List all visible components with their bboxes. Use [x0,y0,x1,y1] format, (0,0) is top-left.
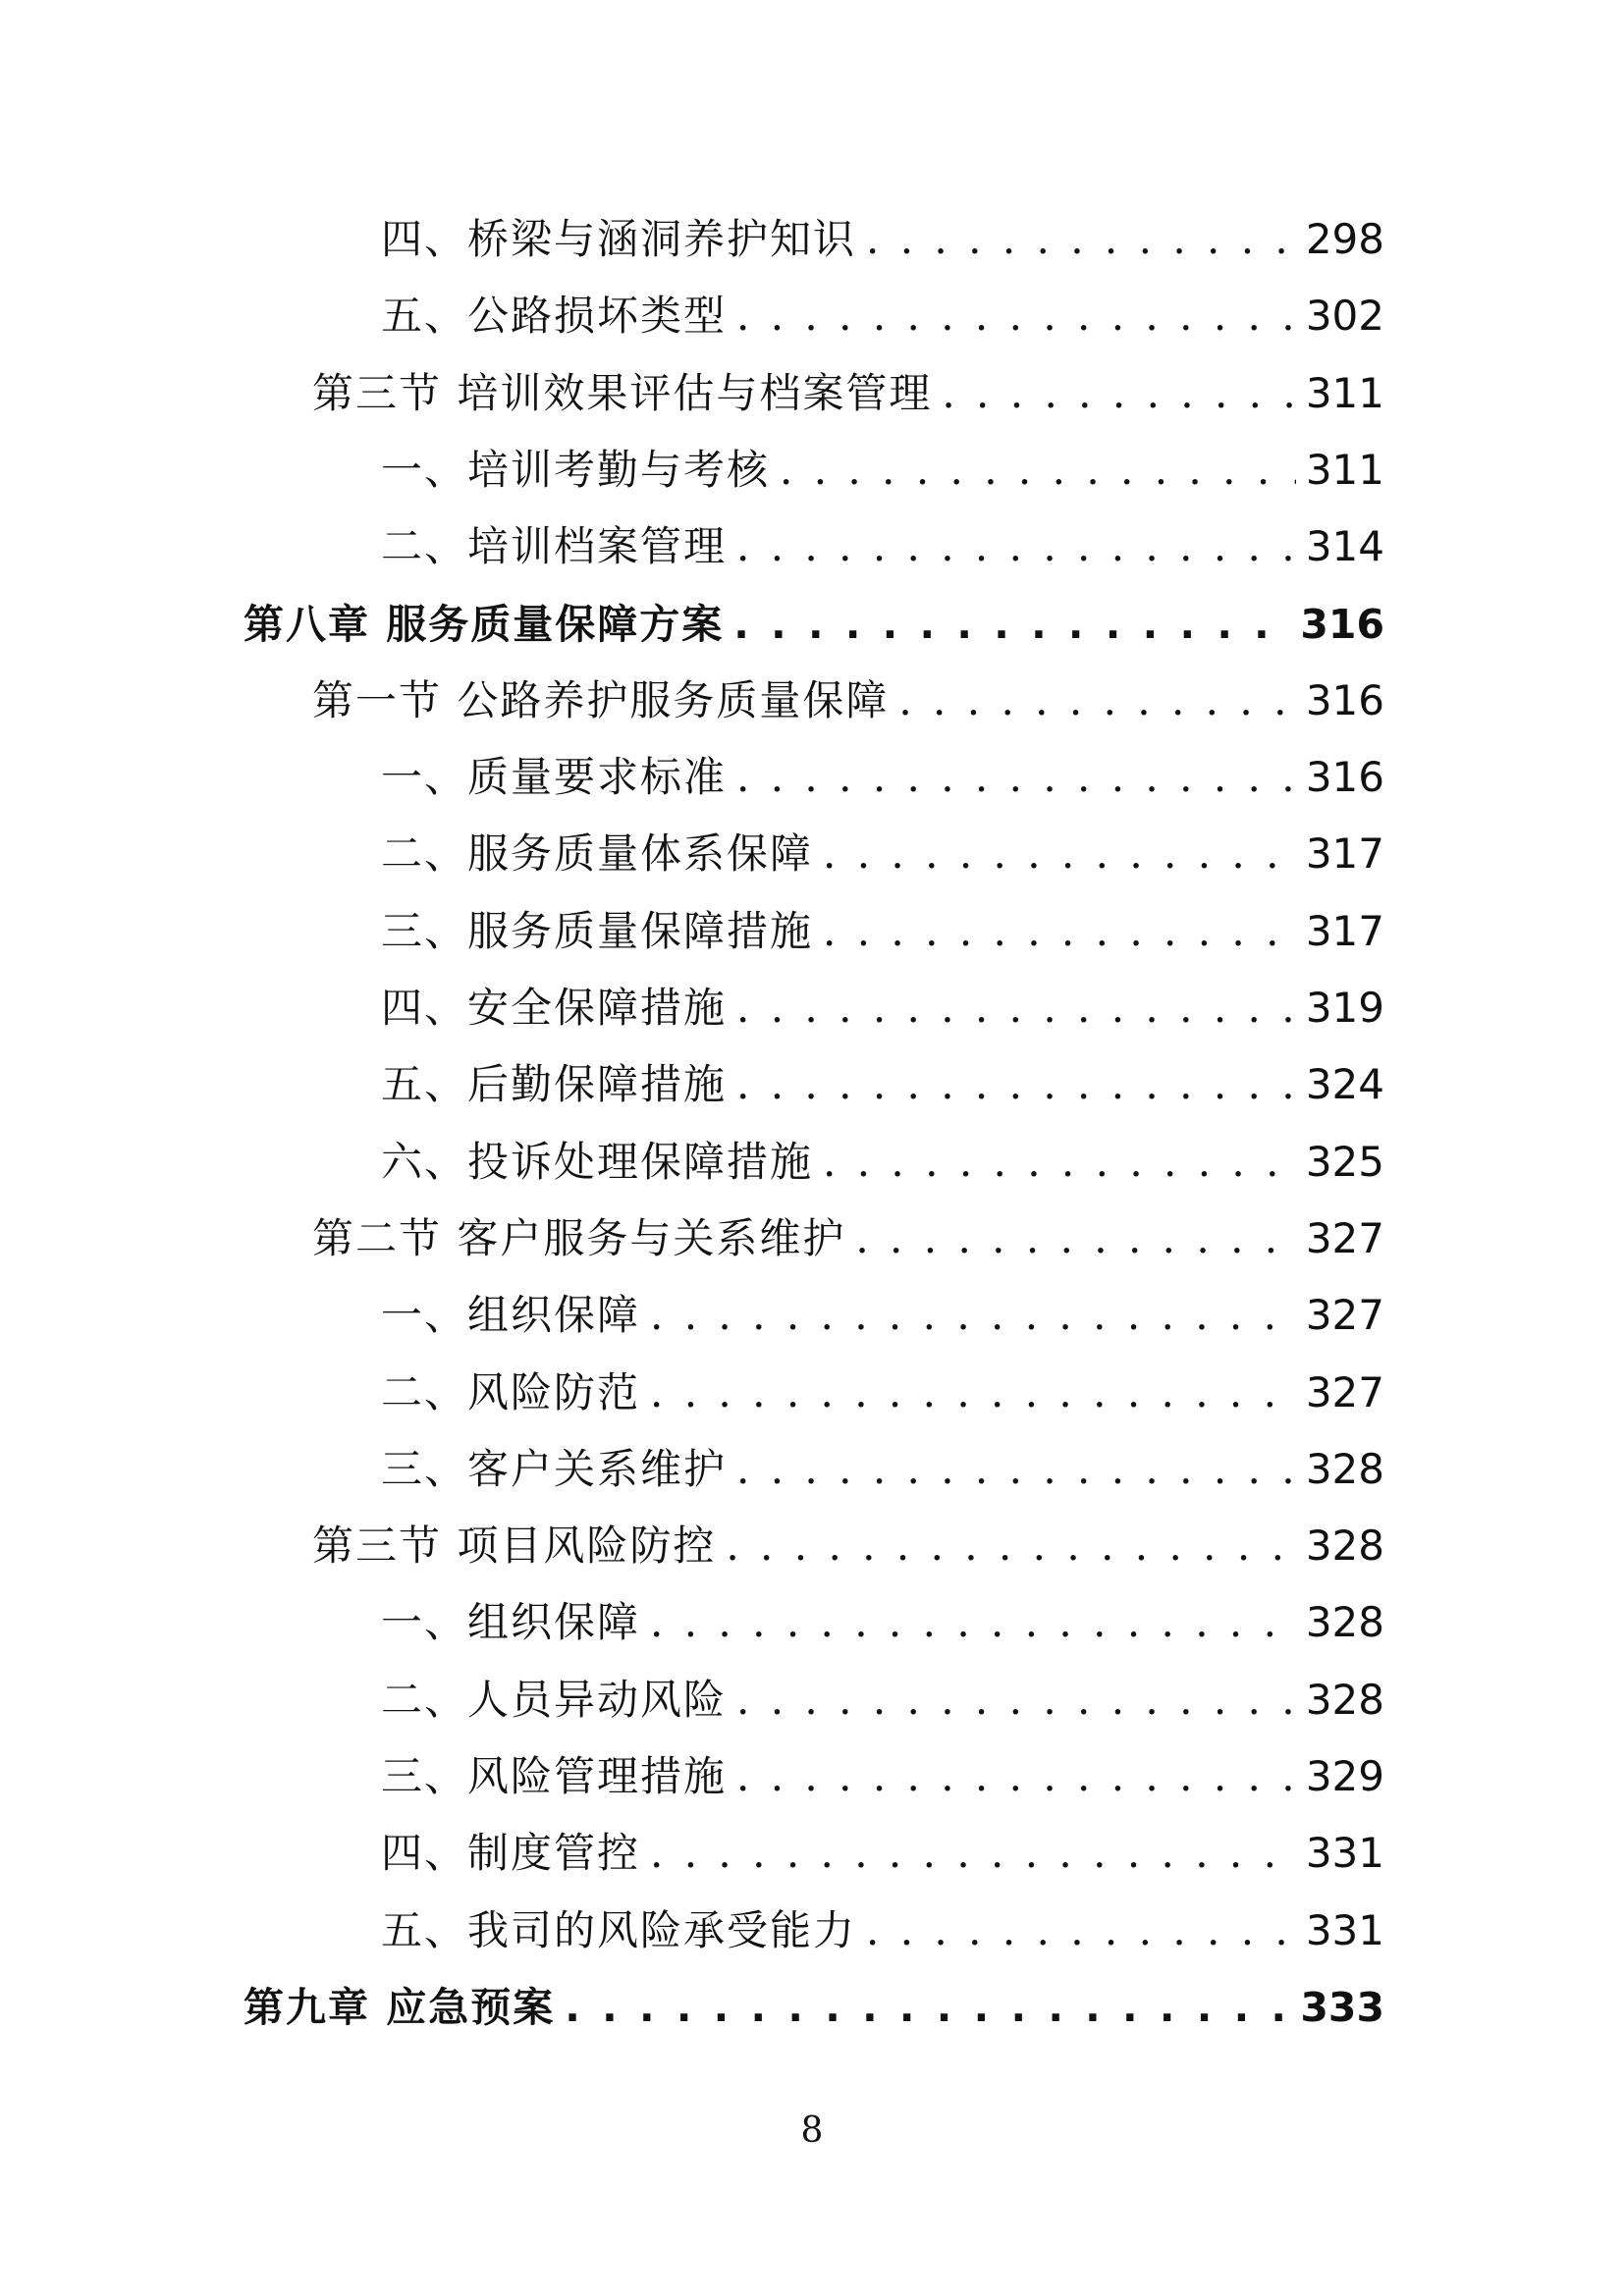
toc-entry-page: 314 [1305,522,1384,570]
toc-entry-title: 三、风险管理措施 [381,1752,728,1800]
toc-dot-leader [736,977,1296,1040]
toc-entry-item[interactable] [381,1362,1384,1424]
toc-entry-title: 四、安全保障措施 [381,984,728,1032]
toc-entry-page: 311 [1305,446,1384,494]
toc-entry-page: 327 [1305,1214,1384,1262]
toc-entry-page: 329 [1305,1752,1384,1800]
toc-dot-leader [650,1591,1296,1654]
toc-entry-title: 四、制度管控 [381,1829,641,1877]
toc-entry-title: 六、投诉处理保障措施 [381,1138,814,1186]
toc-dot-leader [855,1207,1295,1270]
toc-dot-leader [866,1899,1296,1962]
toc-entry-section[interactable] [312,1515,1384,1577]
toc-entry-page: 316 [1300,601,1384,648]
toc-entry-section[interactable] [312,362,1384,425]
toc-entry-item[interactable] [381,1284,1384,1347]
toc-entry-page: 317 [1305,907,1384,955]
toc-entry-title: 第九章 应急预案 [244,1984,556,2031]
toc-entry-page: 333 [1300,1984,1384,2031]
toc-entry-title: 三、客户关系维护 [381,1445,728,1493]
toc-entry-page: 331 [1305,1906,1384,1954]
toc-entry-page: 302 [1305,292,1384,340]
toc-entry-title: 一、组织保障 [381,1291,641,1339]
toc-entry-page: 327 [1305,1368,1384,1416]
toc-dot-leader [866,208,1296,271]
toc-entry-title: 一、质量要求标准 [381,753,728,801]
toc-entry-chapter[interactable] [244,593,1384,656]
toc-entry-title: 五、我司的风险承受能力 [381,1906,857,1954]
toc-entry-title: 第二节 客户服务与关系维护 [312,1214,846,1262]
toc-entry-page: 325 [1305,1138,1384,1186]
toc-entry-item[interactable] [381,746,1384,809]
toc-entry-section[interactable] [312,669,1384,732]
toc-entry-page: 316 [1305,753,1384,801]
toc-entry-item[interactable] [381,1131,1384,1194]
toc-dot-leader [736,1053,1296,1116]
toc-dot-leader [736,1438,1296,1501]
toc-entry-page: 324 [1305,1060,1384,1108]
toc-entry-chapter[interactable] [244,1976,1384,2039]
toc-dot-leader [780,439,1296,502]
toc-entry-page: 311 [1305,369,1384,417]
toc-dot-leader [736,746,1296,809]
toc-entry-item[interactable] [381,823,1384,885]
toc-entry-title: 三、服务质量保障措施 [381,907,814,955]
toc-dot-leader [650,1362,1296,1424]
toc-entry-title: 一、组织保障 [381,1598,641,1646]
toc-entry-item[interactable] [381,977,1384,1040]
toc-entry-page: 327 [1305,1291,1384,1339]
toc-entry-page: 328 [1305,1522,1384,1570]
toc-entry-title: 二、培训档案管理 [381,522,728,570]
toc-entry-item[interactable] [381,1899,1384,1962]
toc-dot-leader [736,515,1296,578]
toc-dot-leader [650,1822,1296,1885]
toc-entry-item[interactable] [381,1591,1384,1654]
toc-entry-item[interactable] [381,900,1384,963]
toc-dot-leader [823,823,1296,885]
toc-entry-title: 二、风险防范 [381,1368,641,1416]
toc-entry-item[interactable] [381,1438,1384,1501]
toc-entry-item[interactable] [381,285,1384,347]
toc-dot-leader [942,362,1295,425]
toc-entry-title: 第一节 公路养护服务质量保障 [312,676,890,724]
toc-entry-page: 316 [1305,676,1384,724]
toc-entry-title: 二、服务质量体系保障 [381,829,814,878]
toc-entry-page: 331 [1305,1829,1384,1877]
toc-entry-item[interactable] [381,208,1384,271]
toc-entry-item[interactable] [381,1669,1384,1732]
toc-dot-leader [823,900,1296,963]
toc-entry-title: 第三节 培训效果评估与档案管理 [312,369,933,417]
page-number: 8 [800,2110,824,2151]
toc-dot-leader [736,1669,1296,1732]
toc-dot-leader [565,1976,1290,2039]
toc-entry-title: 二、人员异动风险 [381,1676,728,1724]
toc-entry-title: 五、后勤保障措施 [381,1060,728,1108]
toc-entry-item[interactable] [381,439,1384,502]
toc-entry-page: 328 [1305,1445,1384,1493]
toc-entry-title: 一、培训考勤与考核 [381,446,771,494]
toc-entry-title: 四、桥梁与涵洞养护知识 [381,215,857,263]
toc-dot-leader [733,593,1290,656]
toc-entry-item[interactable] [381,1822,1384,1885]
toc-entry-title: 第八章 服务质量保障方案 [244,601,725,648]
toc-entry-page: 317 [1305,829,1384,878]
toc-entry-section[interactable] [312,1207,1384,1270]
toc-entry-item[interactable] [381,515,1384,578]
toc-dot-leader [823,1131,1296,1194]
toc-entry-item[interactable] [381,1053,1384,1116]
toc-dot-leader [726,1515,1295,1577]
toc-entry-item[interactable] [381,1745,1384,1808]
toc-entry-title: 五、公路损坏类型 [381,292,728,340]
toc-entry-page: 328 [1305,1676,1384,1724]
toc-dot-leader [898,669,1295,732]
toc-entry-page: 319 [1305,984,1384,1032]
toc-dot-leader [650,1284,1296,1347]
toc-entry-title: 第三节 项目风险防控 [312,1522,717,1570]
toc-entry-page: 328 [1305,1598,1384,1646]
toc-entry-page: 298 [1305,215,1384,263]
toc-dot-leader [736,1745,1296,1808]
toc-dot-leader [736,285,1296,347]
